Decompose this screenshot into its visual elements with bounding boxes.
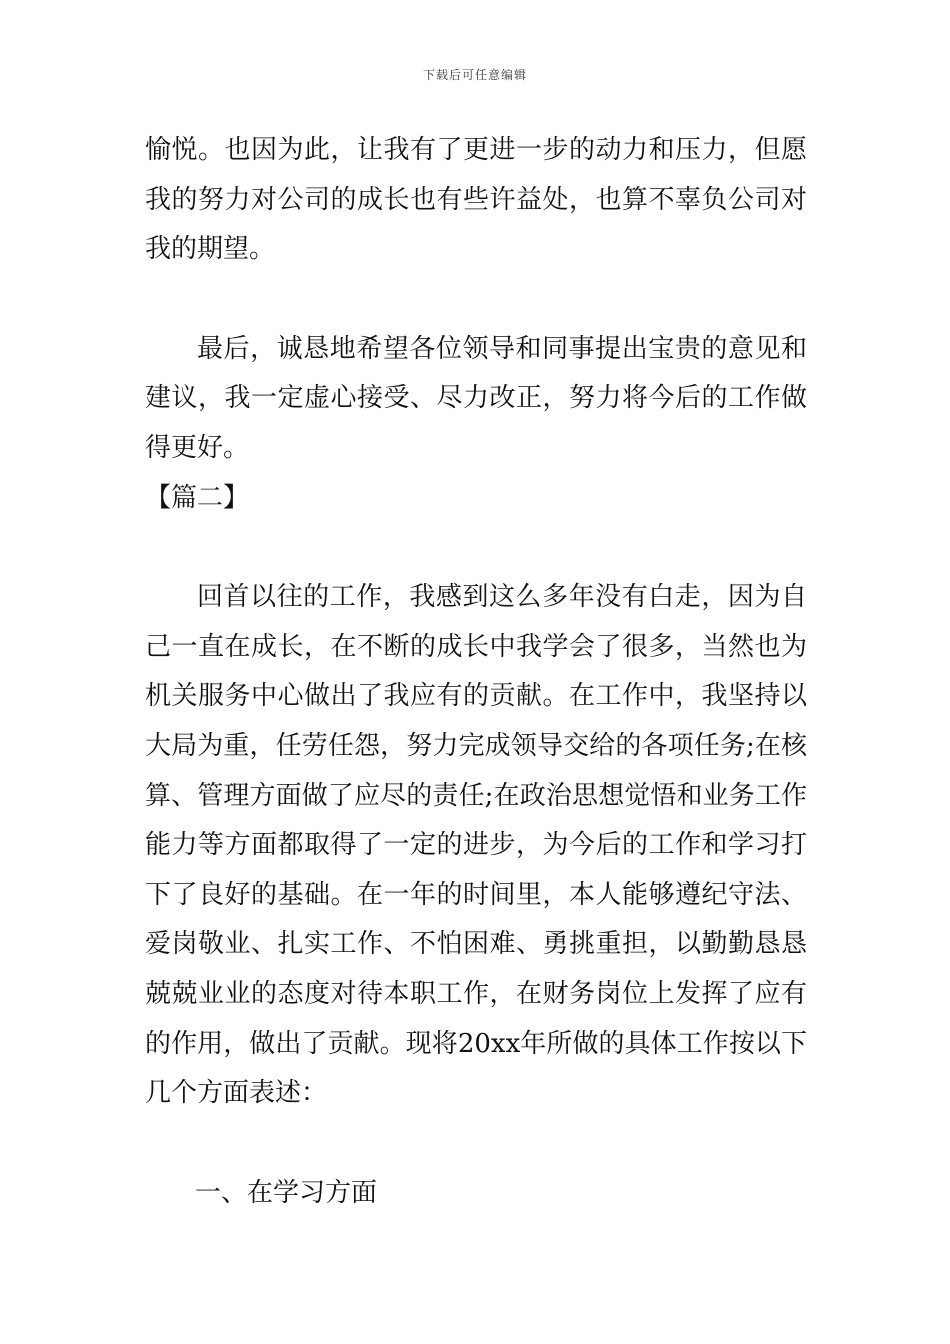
page-header-note: 下载后可任意编辑: [422, 68, 527, 82]
subheading-study: 一、在学习方面: [195, 1177, 378, 1208]
document-body: [145, 126, 807, 1218]
paragraph-continuation: 愉悦。也因为此，让我有了更进一步的动力和压力，但愿我的努力对公司的成长也有些许益处，也算不辜负公司对我的期望。: [145, 135, 807, 265]
paragraph-gap: [145, 1119, 807, 1169]
section-heading: 【篇二】: [145, 482, 250, 513]
paragraph-review: 回首以往的工作，我感到这么多年没有白走，因为自己一直在成长，在不断的成长中我学会了很多，当然也为机关服务中心做出了我应有的贡献。在工作中，我坚持以大局为重，任劳任怨，努力完成领导交给的各项任务;在核算、管理方面做了应尽的责任;在政治思想觉悟和业务工作能力等方面都取得了一定的进步，为今后的工作和学习打下了良好的基础。在一年的时间里，本人能够遵纪守法、爱岗敬业、扎实工作、不怕困难、勇挑重担，以勤勤恳恳兢兢业业的态度对待本职工作，在财务岗位上发挥了应有的作用，做出了贡献。现将20xx年所做的具体工作按以下几个方面表述：: [145, 582, 807, 1109]
paragraph-gap: [145, 523, 807, 573]
paragraph-gap: [145, 275, 807, 325]
paragraph-closing: 最后，诚恳地希望各位领导和同事提出宝贵的意见和建议，我一定虚心接受、尽力改正，努力将今后的工作做得更好。: [145, 333, 807, 463]
